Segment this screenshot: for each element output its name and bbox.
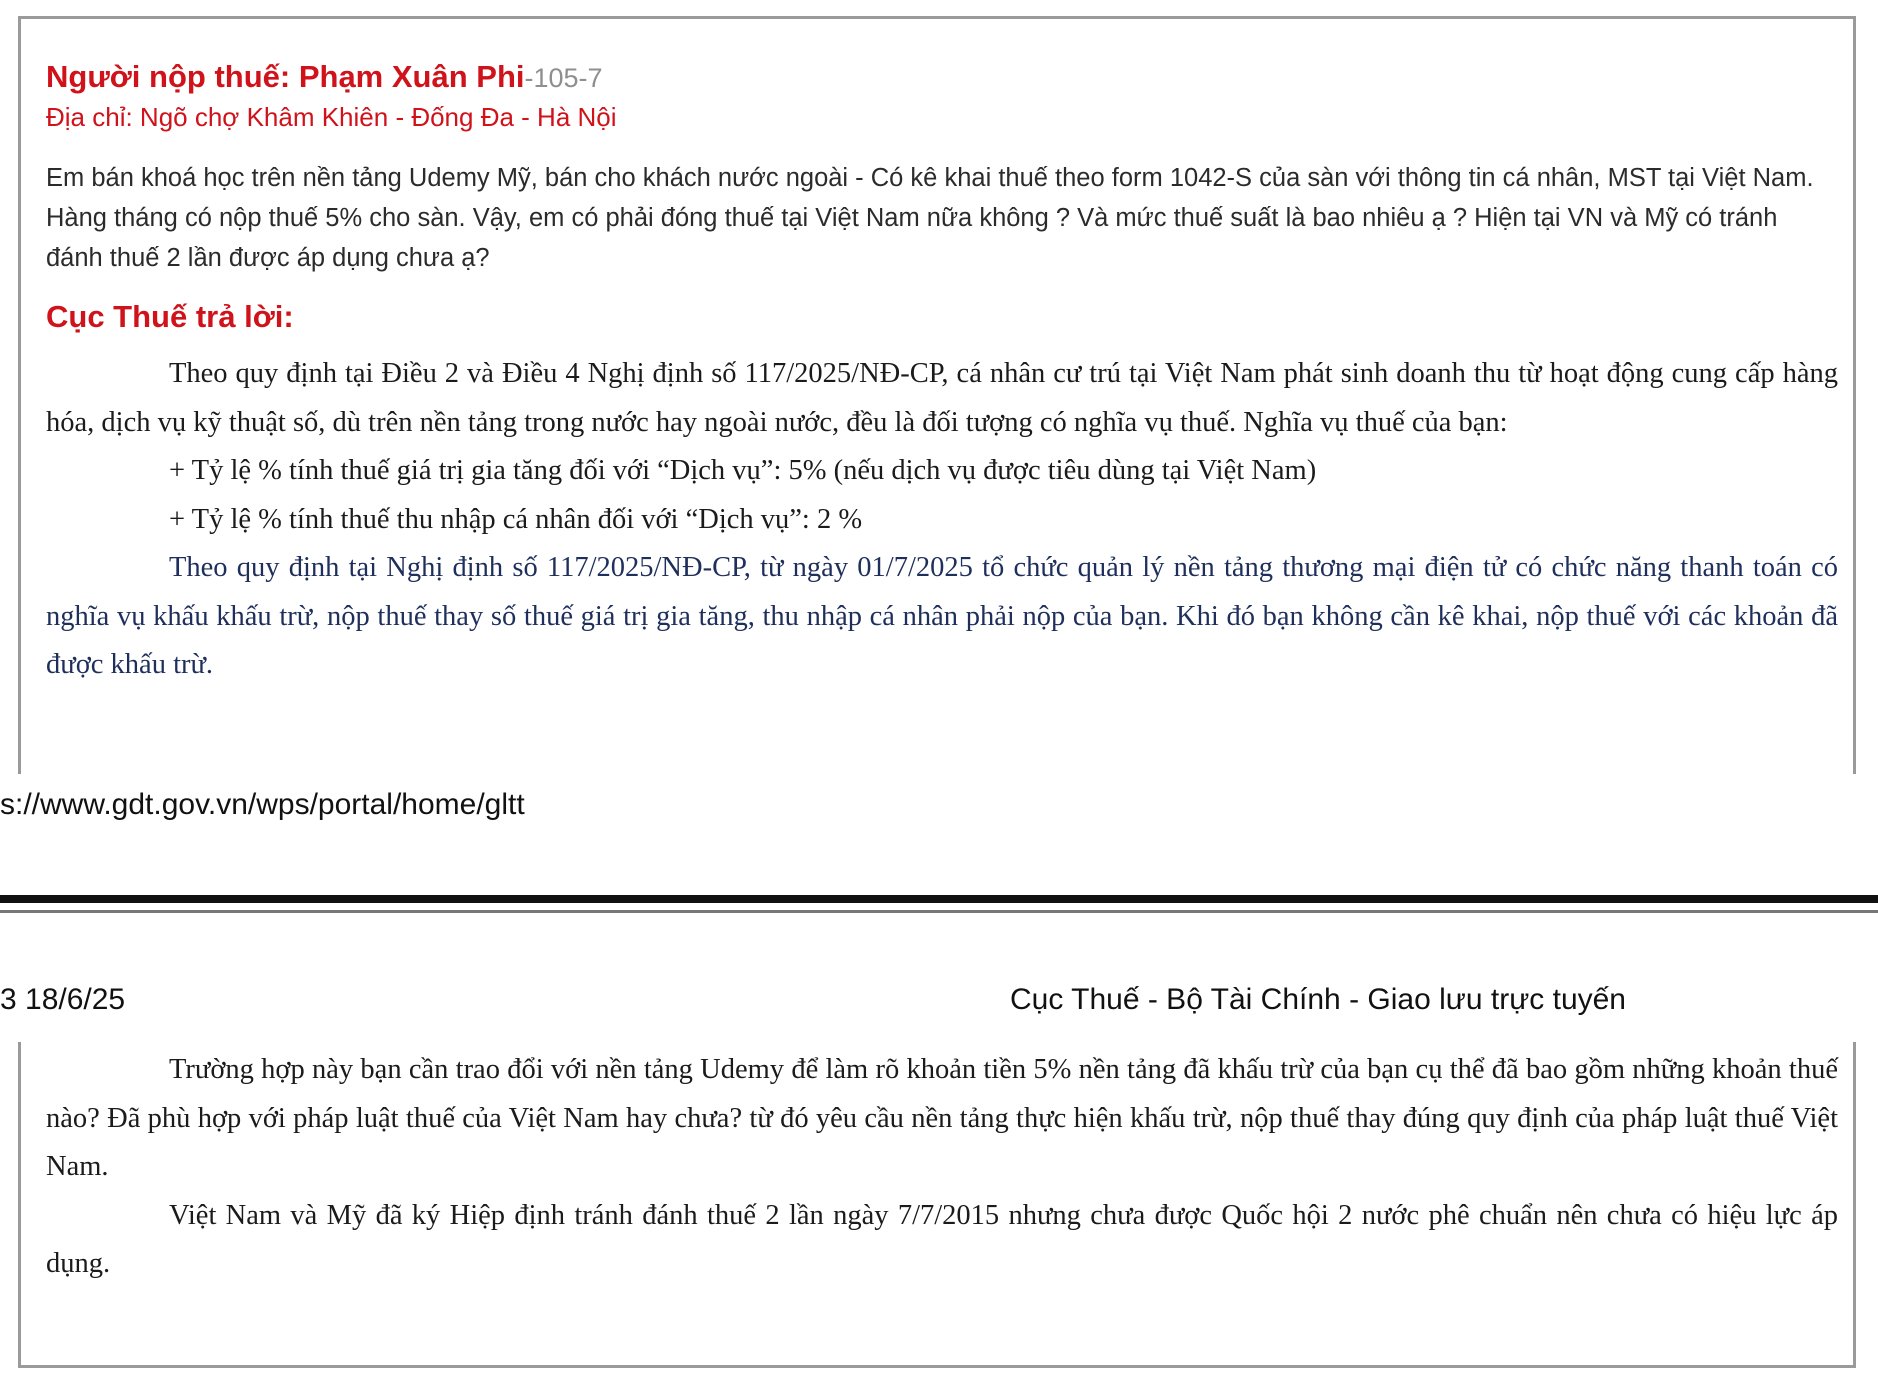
question-text: Em bán khoá học trên nền tảng Udemy Mỹ, bán cho khách nước ngoài - Có kê khai thuế theo form 1042-S của sàn với thông tin cá nhân, MST tại Việt Nam. Hàng tháng có nộp thuế 5% cho sàn. Vậy, em có phải đóng thuế tại Việt Nam nữa không ? Và mức thuế suất là bao nhiêu ạ ? Hiện tại VN và Mỹ có tránh đánh thuế 2 lần được áp dụng chưa ạ? — [46, 164, 1814, 272]
answer-bullet-vat: + Tỷ lệ % tính thuế giá trị gia tăng đối với “Dịch vụ”: 5% (nếu dịch vụ được tiêu dùng tại Việt Nam) — [169, 455, 1317, 486]
page-header-title: Cục Thuế - Bộ Tài Chính - Giao lưu trực tuyến — [1010, 983, 1626, 1016]
page-top-frame — [18, 16, 1856, 774]
page-header-datetime: 3 18/6/25 — [0, 983, 126, 1016]
answer-paragraph-4: Việt Nam và Mỹ đã ký Hiệp định tránh đánh thuế 2 lần ngày 7/7/2015 nhưng chưa được Quốc hội 2 nước phê chuẩn nên chưa có hiệu lực áp dụng. — [46, 1199, 1838, 1279]
qa-content-top — [46, 57, 1838, 690]
answer-body — [46, 350, 1838, 690]
taxpayer-address: Địa chỉ: Ngõ chợ Khâm Khiên - Đống Đa - Hà Nội — [46, 102, 617, 132]
page-break-divider-thin — [0, 910, 1878, 913]
page-break-divider — [0, 895, 1878, 903]
answer-paragraph-1: Theo quy định tại Điều 2 và Điều 4 Nghị định số 117/2025/NĐ-CP, cá nhân cư trú tại Việt Nam phát sinh doanh thu từ hoạt động cung cấp hàng hóa, dịch vụ kỹ thuật số, dù trên nền tảng trong nước hay ngoài nước, đều là đối tượng có nghĩa vụ thuế. Nghĩa vụ thuế của bạn: — [46, 358, 1838, 438]
answer-paragraph-2: Theo quy định tại Nghị định số 117/2025/NĐ-CP, từ ngày 01/7/2025 tổ chức quản lý nền tảng thương mại điện tử có chức năng thanh toán có nghĩa vụ khấu khấu trừ, nộp thuế thay số thuế giá trị gia tăng, thu nhập cá nhân phải nộp của bạn. Khi đó bạn không cần kê khai, nộp thuế với các khoản đã được khấu trừ. — [46, 552, 1838, 680]
taxpayer-code: -105-7 — [524, 63, 603, 93]
answer-paragraph-3: Trường hợp này bạn cần trao đổi với nền tảng Udemy để làm rõ khoản tiền 5% nền tảng đã khấu trừ của bạn cụ thể đã bao gồm những khoản thuế nào? Đã phù hợp với pháp luật thuế của Việt Nam hay chưa? từ đó yêu cầu nền tảng thực hiện khấu trừ, nộp thuế thay đúng quy định của pháp luật thuế Việt Nam. — [46, 1054, 1838, 1182]
qa-content-bottom — [46, 1046, 1838, 1289]
page-footer-url: s://www.gdt.gov.vn/wps/portal/home/gltt — [0, 788, 525, 821]
answer-heading: Cục Thuế trả lời: — [46, 299, 294, 334]
answer-bullet-pit: + Tỷ lệ % tính thuế thu nhập cá nhân đối với “Dịch vụ”: 2 % — [169, 503, 863, 535]
page-bottom-frame — [18, 1042, 1856, 1368]
taxpayer-heading — [46, 57, 1838, 98]
taxpayer-name: Người nộp thuế: Phạm Xuân Phi — [46, 59, 525, 94]
